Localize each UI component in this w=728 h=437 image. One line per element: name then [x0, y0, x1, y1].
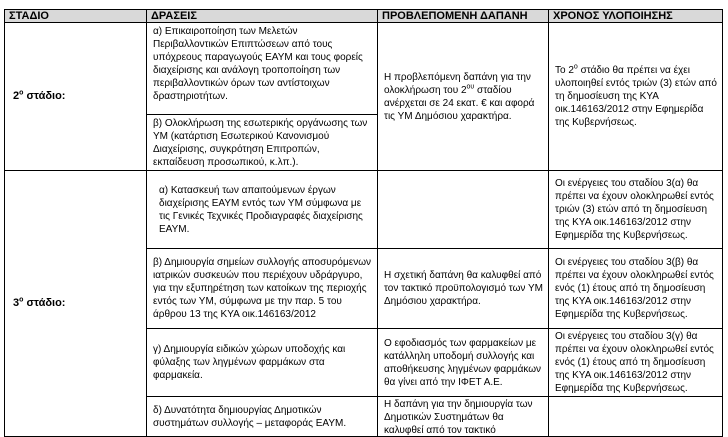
stage-3-action-d: δ) Δυνατότητα δημιουργίας Δημοτικών συστημάτων συλλογής – μεταφοράς ΕΑΥΜ. [146, 396, 378, 437]
stage-3-time-d [548, 396, 723, 437]
stage-2-action-a: α) Επικαιροποίηση των Μελετών Περιβαλλοντικών Επιπτώσεων από τους υπόχρεους παραγωγούς ΕΑΥΜ και τους φορείς διαχείρισης και ανάλογη τροποποίηση των περιβαλλοντικών όρων των αντίστοιχων δραστηριοτήτων. [146, 22, 378, 115]
stage-3-cost-c: Ο εφοδιασμός των φαρμακείων με κατάλληλη υποδομή συλλογής και αποθήκευσης ληγμένων φαρμάκων θα γίνει από την ΙΦΕΤ Α.Ε. [377, 328, 549, 397]
header-cost: ΠΡΟΒΛΕΠΟΜΕΝΗ ΔΑΠΑΝΗ [377, 9, 549, 23]
stage-2-time: Το $2^o$ στάδιο θα πρέπει να έχει υλοποιηθεί εντός τριών (3) ετών από τη δημοσίευση της ΚΥΑ οικ.146163/2012 στην Εφημερίδα της Κυβερνήσεως. [548, 22, 723, 171]
stage-3-time-b: Οι ενέργειες του σταδίου 3(β) θα πρέπει να έχουν ολοκληρωθεί εντός ενός (1) έτους από τη δημοσίευση της ΚΥΑ οικ.146163/2012 στην Εφημερίδα της Κυβερνήσεως. [548, 248, 723, 329]
stage-3-action-b: β) Δημιουργία σημείων συλλογής αποσυρόμενων ιατρικών συσκευών που περιέχουν υδράργυρο, για την εξυπηρέτηση των κατοίκων της περιοχής εντός των ΥΜ, σύμφωνα με την παρ. 5 του άρθρου 13 της ΚΥΑ οικ.146163/2012 [146, 248, 378, 329]
stage-2-label: $2^o$ στάδιο: [4, 22, 147, 171]
stage-3-label: $3^o$ στάδιο: [4, 170, 147, 437]
stage-3-cost-b: Η σχετική δαπάνη θα καλυφθεί από τον τακτικό προϋπολογισμό των ΥΜ Δημόσιου χαρακτήρα. [377, 248, 549, 329]
header-actions: ΔΡΑΣΕΙΣ [146, 9, 378, 23]
stage-3-action-c: γ) Δημιουργία ειδικών χώρων υποδοχής και φύλαξης των ληγμένων φαρμάκων στα φαρμακεία. [146, 328, 378, 397]
stage-3-cost-d: Η δαπάνη για την δημιουργία των Δημοτικών Συστημάτων θα καλυφθεί από τον τακτικό [377, 396, 549, 437]
stage-2-action-b: β) Ολοκλήρωση της εσωτερικής οργάνωσης των ΥΜ (κατάρτιση Εσωτερικού Κανονισμού Διαχείρισης, συγκρότηση Επιτροπών, εκπαίδευση προσωπικού, κ.λπ.). [146, 114, 378, 171]
stage-3-time-c: Οι ενέργειες του σταδίου 3(γ) θα πρέπει να έχουν ολοκληρωθεί εντός ενός (1) έτους από τη δημοσίευση της ΚΥΑ οικ.146163/2012 στην Εφημερίδα της Κυβερνήσεως. [548, 328, 723, 397]
header-stage: ΣΤΑΔΙΟ [4, 9, 147, 23]
header-time: ΧΡΟΝΟΣ ΥΛΟΠΟΙΗΣΗΣ [548, 9, 723, 23]
stage-3-action-a: α) Κατασκευή των απαιτούμενων έργων διαχείρισης ΕΑΥΜ εντός των ΥΜ σύμφωνα με τις Γενικές Τεχνικές Προδιαγραφές διαχείρισης ΕΑΥΜ. [146, 170, 378, 249]
stage-3-cost-a [377, 170, 549, 249]
stage-3-time-a: Οι ενέργειες του σταδίου 3(α) θα πρέπει να έχουν ολοκληρωθεί εντός τριών (3) ετών από τη δημοσίευση της ΚΥΑ οικ.146163/2012 στην Εφημερίδα της Κυβερνήσεως. [548, 170, 723, 249]
stages-table [4, 9, 723, 437]
stage-2-cost: Η προβλεπόμενη δαπάνη για την ολοκλήρωση του $2^{o\upsilon}$ σταδίου ανέρχεται σε 24 εκατ. € και αφορά τις ΥΜ Δημόσιου χαρακτήρα. [377, 22, 549, 171]
